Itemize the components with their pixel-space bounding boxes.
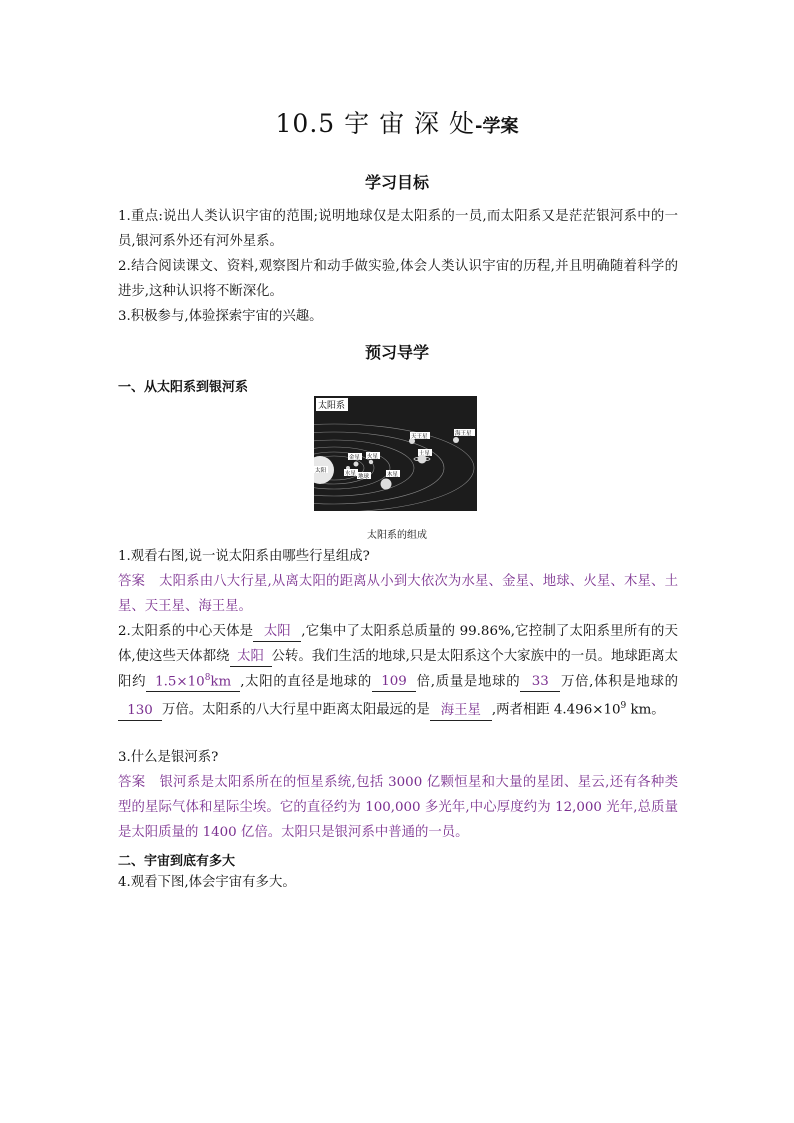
q2-text-1: 2.太阳系的中心天体是 — [118, 624, 254, 639]
q2-blank-3 — [146, 669, 240, 692]
objective-2: 2.结合阅读课文、资料,观察图片和动手做实验,体会人类认识宇宙的历程,并且明确随着科学的进步,这种认识将不断深化。 — [118, 259, 678, 299]
q2-text-4: ,太阳的直径是地球的 — [240, 674, 372, 690]
q2-blank-7: 海王星 — [430, 702, 492, 721]
q2-text-3: 公转。我们生活的地球,只是太阳系这个大家族中的一员。地球距离太阳约 — [118, 649, 678, 690]
section-1-heading: 一、从太阳系到银河系 — [118, 380, 249, 395]
q2-blank-2: 太阳 — [230, 648, 272, 667]
label-venus: 金星 — [349, 455, 361, 461]
jupiter-icon — [381, 479, 392, 490]
mars-icon — [369, 460, 373, 464]
q2-text-5: 倍,质量是地球的 — [415, 674, 521, 690]
question-4: 4.观看下图,体会宇宙有多大。 — [118, 875, 296, 890]
label-sun: 太阳 — [315, 468, 327, 474]
preview-heading: 预习导学 — [364, 343, 429, 362]
objective-3: 3.积极参与,体验探索宇宙的兴趣。 — [118, 309, 323, 324]
answer-1 — [118, 569, 678, 619]
q2-blank-5: 33 — [520, 673, 560, 692]
solar-system-figure — [314, 396, 477, 511]
q2-blank-3-value: 1.5×10 — [155, 674, 205, 690]
answer-3 — [118, 770, 678, 845]
label-mars: 火星 — [367, 454, 379, 460]
figure-label: 太阳系 — [318, 401, 346, 411]
q2-text-2: ,它集中了太阳系总质量的 99.86%,它控制了太阳系里所有的天体,使这些天体都绕 — [118, 624, 678, 664]
q2-text-7: 万倍。太阳系的八大行星中距离太阳最远的是 — [162, 702, 430, 718]
question-3: 3.什么是银河系? — [118, 750, 219, 765]
title-suffix: -学案 — [474, 116, 519, 137]
q2-blank-1: 太阳 — [253, 623, 301, 642]
q2-blank-4: 109 — [372, 673, 416, 692]
section-2-heading: 二、宇宙到底有多大 — [118, 854, 236, 869]
label-mercury: 水星 — [345, 471, 357, 477]
page-title — [0, 104, 794, 140]
neptune-icon — [453, 437, 459, 443]
question-2 — [118, 619, 678, 723]
question-1: 1.观看右图,说一说太阳系由哪些行星组成? — [118, 549, 370, 564]
label-saturn: 土星 — [419, 451, 431, 457]
title-main: 10.5 宇 宙 深 处 — [275, 109, 475, 138]
q2-text-9: km。 — [626, 702, 665, 718]
figure-caption: 太阳系的组成 — [367, 530, 427, 541]
q2-blank-6: 130 — [118, 702, 162, 721]
answer-3-text: 银河系是太阳系所在的恒星系统,包括 3000 亿颗恒星和大量的星团、星云,还有各种类型的星际气体和星际尘埃。它的直径约为 100,000 多光年,中心厚度约为 12,000 光年,总质量是太阳质量的 1400 亿倍。太阳只是银河系中普通的一员。 — [118, 775, 679, 840]
venus-icon — [354, 462, 359, 467]
label-jupiter: 木星 — [387, 472, 399, 478]
answer-1-tag: 答案 — [118, 574, 146, 589]
solar-system-diagram — [314, 396, 477, 511]
label-earth: 地球 — [358, 474, 370, 480]
objectives-heading: 学习目标 — [364, 173, 429, 192]
q2-exp: 9 — [620, 701, 627, 712]
q2-text-8: ,两者相距 4.496×10 — [491, 702, 621, 718]
label-uranus: 天王星 — [411, 434, 428, 440]
q2-blank-3-unit: km — [210, 674, 232, 690]
answer-3-tag: 答案 — [118, 775, 146, 790]
objective-1: 1.重点:说出人类认识宇宙的范围;说明地球仅是太阳系的一员,而太阳系又是茫茫银河系中的一员,银河系外还有河外星系。 — [118, 209, 678, 249]
answer-1-text: 太阳系由八大行星,从离太阳的距离从小到大依次为水星、金星、地球、火星、木星、土星、天王星、海王星。 — [118, 574, 678, 614]
q2-blank-3-exp: 8 — [204, 673, 211, 683]
label-neptune: 海王星 — [455, 431, 472, 437]
q2-text-6: 万倍,体积是地球的 — [560, 674, 678, 690]
